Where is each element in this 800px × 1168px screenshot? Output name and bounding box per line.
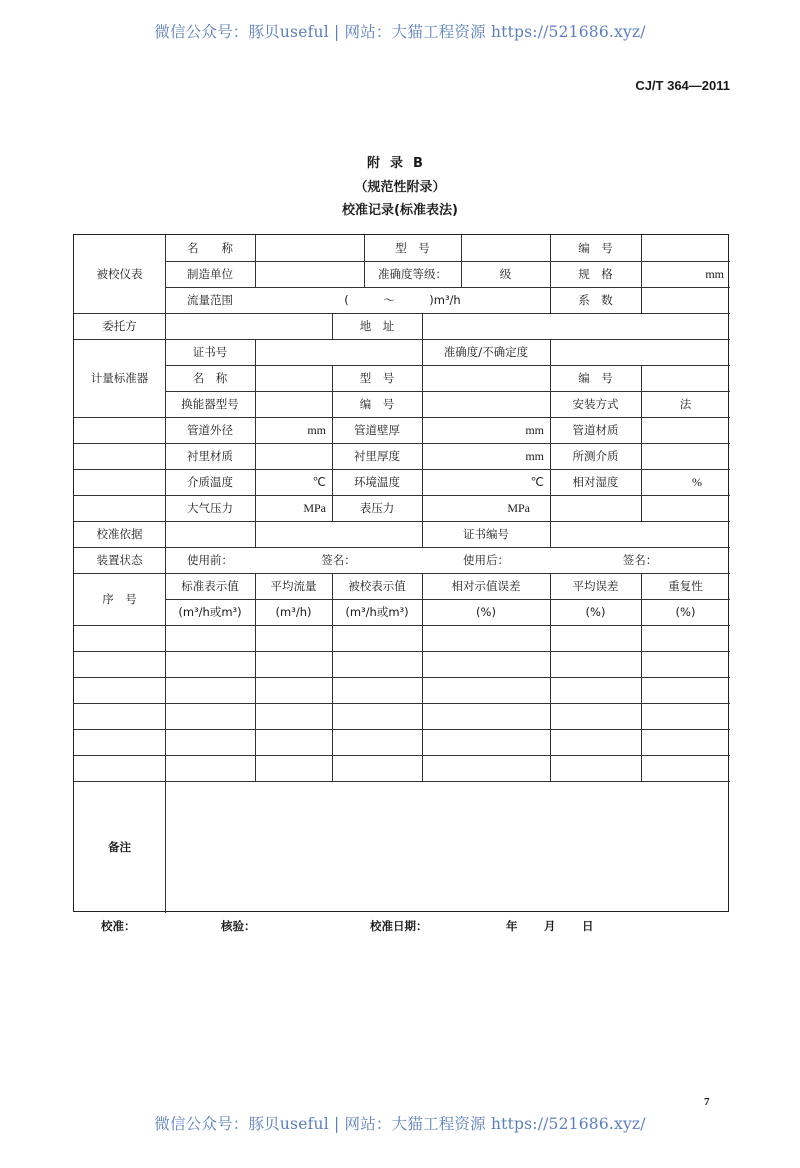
calibrator-label: 校准： — [101, 919, 136, 933]
standard-number: CJ/T 364—2011 — [635, 78, 730, 93]
model-label: 型 号 — [395, 241, 430, 255]
humidity-field[interactable]: % — [692, 474, 702, 489]
flow-range-field[interactable]: ( ～ )m³/h — [344, 293, 461, 307]
transducer-model-label: 换能器型号 — [181, 397, 239, 411]
month-label: 月 — [544, 919, 556, 933]
pipe-od-label: 管道外径 — [187, 423, 233, 437]
accuracy-class-label: 准确度等级： — [378, 267, 447, 281]
before-use-label: 使用前： — [187, 553, 233, 567]
day-label: 日 — [582, 919, 594, 933]
col-header-repeatability: 重复性 — [668, 579, 703, 593]
device-status-label: 装置状态 — [96, 553, 143, 567]
lining-thickness-field[interactable]: mm — [525, 448, 544, 463]
cert-label: 证书号 — [192, 345, 228, 359]
spec-field[interactable]: mm — [705, 266, 724, 281]
sign-after-label: 签名： — [622, 553, 658, 567]
coefficient-field[interactable] — [641, 287, 730, 313]
ambient-temp-label: 环境温度 — [354, 475, 400, 489]
uncertainty-label: 准确度/不确定度 — [443, 345, 529, 359]
blank-cell-b[interactable] — [641, 495, 730, 521]
accuracy-class-field[interactable]: 级 — [499, 267, 512, 281]
install-method-label: 安装方式 — [572, 397, 619, 411]
install-method-field[interactable]: 法 — [679, 397, 692, 411]
appendix-title: 附录B — [367, 156, 433, 171]
address-label: 地 址 — [359, 319, 395, 333]
table-row[interactable] — [74, 703, 730, 729]
client-field[interactable] — [165, 313, 332, 339]
after-use-label: 使用后： — [463, 553, 509, 567]
col-unit-relative-error: (%) — [476, 605, 496, 619]
flow-range-label: 流量范围 — [187, 293, 233, 307]
serial-label: 编 号 — [578, 241, 613, 255]
pipe-material-label: 管道材质 — [572, 423, 619, 437]
col-unit-avg-error: (%) — [585, 605, 606, 619]
client-label: 委托方 — [102, 319, 137, 333]
col-header-relative-error: 相对示值误差 — [451, 579, 521, 593]
table-row[interactable] — [74, 651, 730, 677]
lining-thickness-label: 衬里厚度 — [354, 449, 400, 463]
standard-model-label: 型 号 — [359, 371, 395, 385]
atm-pressure-field[interactable]: MPa — [303, 500, 326, 515]
medium-temp-field[interactable]: ℃ — [312, 474, 326, 489]
cert-number-field[interactable] — [550, 521, 730, 547]
remarks-label: 备注 — [108, 840, 131, 854]
gauge-pressure-label: 表压力 — [359, 501, 395, 515]
appendix-heading: 校准记录(标准表法) — [342, 203, 458, 218]
model-field[interactable] — [461, 235, 550, 261]
gauge-pressure-field[interactable]: MPa — [507, 500, 530, 515]
calibration-record-form — [73, 234, 729, 912]
name-label: 名 称 — [187, 241, 233, 255]
sign-before-label: 签名： — [321, 553, 356, 567]
pipe-wall-field[interactable]: mm — [525, 422, 544, 437]
standard-serial-label: 编 号 — [578, 371, 613, 385]
meter-under-test-label: 被校仪表 — [96, 267, 143, 281]
standard-model-field[interactable] — [422, 365, 550, 391]
ambient-temp-field[interactable]: ℃ — [530, 474, 544, 489]
pipe-material-field[interactable] — [641, 417, 730, 443]
standard-name-label: 名 称 — [192, 371, 228, 385]
calibration-date-label: 校准日期： — [370, 919, 428, 933]
medium-temp-label: 介质温度 — [187, 475, 233, 489]
atm-pressure-label: 大气压力 — [187, 501, 233, 515]
name-field[interactable] — [255, 235, 364, 261]
manufacturer-field[interactable] — [255, 261, 364, 287]
coefficient-label: 系 数 — [578, 293, 613, 307]
year-label: 年 — [506, 919, 518, 933]
measured-medium-field[interactable] — [641, 443, 730, 469]
transducer-serial-label: 编 号 — [359, 397, 395, 411]
transducer-model-field[interactable] — [255, 391, 332, 417]
basis-label: 校准依据 — [96, 527, 143, 541]
col-unit-meter-reading: (m³/h或m³) — [345, 605, 409, 619]
table-row[interactable] — [74, 625, 730, 651]
cert-number-label: 证书编号 — [463, 527, 509, 541]
uncertainty-field[interactable] — [550, 339, 730, 365]
remarks-field[interactable] — [165, 781, 730, 913]
cert-field[interactable] — [255, 339, 422, 365]
table-row[interactable] — [74, 755, 730, 781]
col-header-avg-flow: 平均流量 — [270, 579, 317, 593]
pipe-wall-label: 管道壁厚 — [354, 423, 400, 437]
pipe-od-field[interactable]: mm — [307, 422, 326, 437]
standard-name-field[interactable] — [255, 365, 332, 391]
checker-label: 核验： — [221, 919, 256, 933]
col-header-avg-error: 平均误差 — [572, 579, 619, 593]
seq-header: 序 号 — [102, 592, 137, 606]
manufacturer-label: 制造单位 — [187, 267, 233, 281]
table-row[interactable] — [74, 729, 730, 755]
humidity-label: 相对湿度 — [572, 475, 619, 489]
transducer-serial-field[interactable] — [422, 391, 550, 417]
col-unit-standard-reading: (m³/h或m³) — [178, 605, 242, 619]
col-unit-repeatability: (%) — [675, 605, 696, 619]
lining-material-field[interactable] — [255, 443, 332, 469]
lining-material-label: 衬里材质 — [187, 449, 233, 463]
blank-cell-a[interactable] — [550, 495, 641, 521]
col-unit-avg-flow: (m³/h) — [275, 605, 312, 619]
col-header-standard-reading: 标准表示值 — [181, 579, 239, 593]
page-number: 7 — [704, 1096, 710, 1108]
spec-label: 规 格 — [578, 267, 613, 281]
measured-medium-label: 所测介质 — [572, 449, 619, 463]
standard-serial-field[interactable] — [641, 365, 730, 391]
col-header-meter-reading: 被校表示值 — [348, 579, 406, 593]
basis-field[interactable] — [165, 521, 422, 547]
watermark-bottom: 微信公众号：豚贝useful | 网站：大猫工程资源 https://521686.xyz/ — [154, 1115, 646, 1133]
standard-label: 计量标准器 — [90, 371, 149, 385]
table-row[interactable] — [74, 677, 730, 703]
appendix-subtitle: （规范性附录） — [354, 180, 446, 195]
serial-field[interactable] — [641, 235, 730, 261]
watermark-top: 微信公众号：豚贝useful | 网站：大猫工程资源 https://521686.xyz/ — [154, 23, 646, 41]
address-field[interactable] — [422, 313, 730, 339]
